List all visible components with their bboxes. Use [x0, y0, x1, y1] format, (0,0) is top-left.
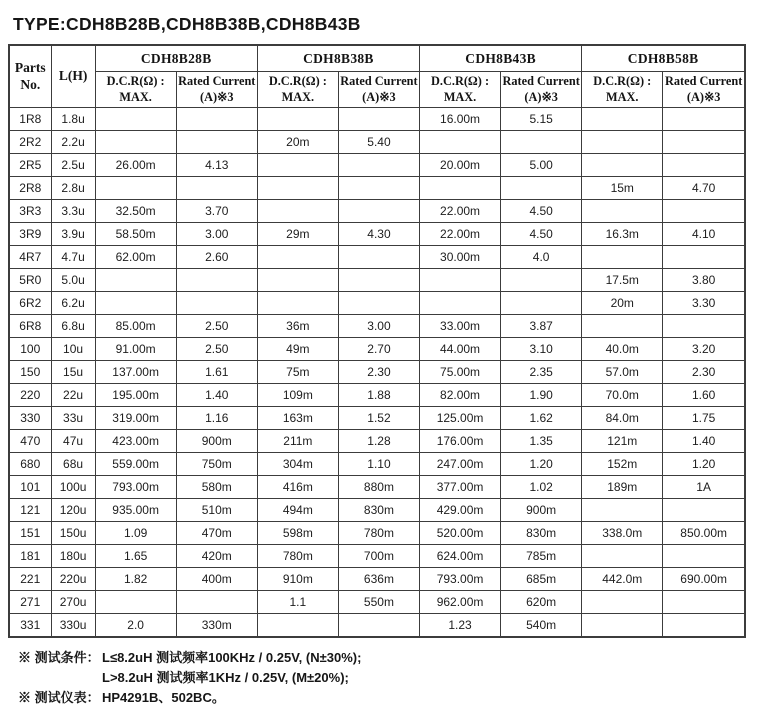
- part-no-cell: 4R7: [9, 246, 51, 269]
- value-cell: 830m: [501, 522, 582, 545]
- value-cell: [582, 131, 663, 154]
- value-cell: [663, 131, 745, 154]
- value-cell: 2.0: [95, 614, 176, 638]
- value-cell: [582, 545, 663, 568]
- value-cell: 75.00m: [420, 361, 501, 384]
- value-cell: [582, 591, 663, 614]
- value-cell: 5.00: [501, 154, 582, 177]
- value-cell: 1.09: [95, 522, 176, 545]
- value-cell: [582, 246, 663, 269]
- value-cell: [663, 499, 745, 522]
- value-cell: [338, 614, 419, 638]
- table-row: [9, 246, 745, 269]
- value-cell: 830m: [338, 499, 419, 522]
- value-cell: 82.00m: [420, 384, 501, 407]
- value-cell: 137.00m: [95, 361, 176, 384]
- value-cell: [257, 154, 338, 177]
- value-cell: 793.00m: [420, 568, 501, 591]
- part-no-cell: 101: [9, 476, 51, 499]
- value-cell: 2.35: [501, 361, 582, 384]
- value-cell: 1.65: [95, 545, 176, 568]
- group-header-cdh8b38b: CDH8B38B: [257, 45, 419, 72]
- part-no-cell: 470: [9, 430, 51, 453]
- value-cell: [95, 292, 176, 315]
- part-no-cell: 121: [9, 499, 51, 522]
- inductance-cell: 6.2u: [51, 292, 95, 315]
- part-no-cell: 151: [9, 522, 51, 545]
- value-cell: [176, 108, 257, 131]
- value-cell: [338, 269, 419, 292]
- inductance-cell: 33u: [51, 407, 95, 430]
- test-instruments-note: [18, 688, 753, 708]
- value-cell: [501, 131, 582, 154]
- value-cell: 690.00m: [663, 568, 745, 591]
- value-cell: 780m: [338, 522, 419, 545]
- part-no-cell: 271: [9, 591, 51, 614]
- value-cell: 62.00m: [95, 246, 176, 269]
- inductance-cell: 100u: [51, 476, 95, 499]
- value-cell: [420, 292, 501, 315]
- value-cell: [420, 177, 501, 200]
- value-cell: [95, 131, 176, 154]
- value-cell: 163m: [257, 407, 338, 430]
- table-row: [9, 591, 745, 614]
- value-cell: 319.00m: [95, 407, 176, 430]
- inductance-cell: 10u: [51, 338, 95, 361]
- table-row: [9, 476, 745, 499]
- value-cell: 4.50: [501, 223, 582, 246]
- value-cell: 125.00m: [420, 407, 501, 430]
- inductance-cell: 2.2u: [51, 131, 95, 154]
- value-cell: 850.00m: [663, 522, 745, 545]
- inductance-cell: 220u: [51, 568, 95, 591]
- dcr-max-header: D.C.R(Ω) : MAX.: [257, 72, 338, 108]
- value-cell: [663, 315, 745, 338]
- value-cell: 510m: [176, 499, 257, 522]
- value-cell: 900m: [501, 499, 582, 522]
- value-cell: 4.10: [663, 223, 745, 246]
- inductance-cell: 1.8u: [51, 108, 95, 131]
- value-cell: 935.00m: [95, 499, 176, 522]
- value-cell: [257, 200, 338, 223]
- table-row: [9, 545, 745, 568]
- value-cell: 429.00m: [420, 499, 501, 522]
- value-cell: 3.70: [176, 200, 257, 223]
- part-no-cell: 2R5: [9, 154, 51, 177]
- value-cell: [338, 292, 419, 315]
- table-row: [9, 131, 745, 154]
- value-cell: [338, 200, 419, 223]
- group-header-cdh8b58b: CDH8B58B: [582, 45, 745, 72]
- value-cell: [420, 269, 501, 292]
- value-cell: 2.50: [176, 338, 257, 361]
- value-cell: 1.62: [501, 407, 582, 430]
- value-cell: [663, 200, 745, 223]
- table-row: [9, 499, 745, 522]
- value-cell: 4.13: [176, 154, 257, 177]
- inductance-cell: 3.9u: [51, 223, 95, 246]
- value-cell: 195.00m: [95, 384, 176, 407]
- value-cell: 176.00m: [420, 430, 501, 453]
- value-cell: [420, 131, 501, 154]
- inductance-cell: 150u: [51, 522, 95, 545]
- value-cell: [663, 614, 745, 638]
- value-cell: 416m: [257, 476, 338, 499]
- value-cell: [663, 154, 745, 177]
- rated-current-header: Rated Current (A)※3: [338, 72, 419, 108]
- value-cell: 121m: [582, 430, 663, 453]
- value-cell: 4.0: [501, 246, 582, 269]
- test-conditions-note-continued: [18, 668, 753, 688]
- value-cell: [176, 177, 257, 200]
- value-cell: [95, 177, 176, 200]
- note-text: HP4291B、502BC。: [102, 690, 225, 706]
- table-body: [9, 108, 745, 638]
- value-cell: [257, 614, 338, 638]
- value-cell: [338, 108, 419, 131]
- value-cell: 1.23: [420, 614, 501, 638]
- value-cell: [582, 108, 663, 131]
- inductance-cell: 180u: [51, 545, 95, 568]
- dcr-max-header: D.C.R(Ω) : MAX.: [582, 72, 663, 108]
- value-cell: 580m: [176, 476, 257, 499]
- value-cell: 33.00m: [420, 315, 501, 338]
- part-no-cell: 2R8: [9, 177, 51, 200]
- value-cell: 3.20: [663, 338, 745, 361]
- value-cell: 247.00m: [420, 453, 501, 476]
- table-row: [9, 407, 745, 430]
- value-cell: 20m: [582, 292, 663, 315]
- part-no-cell: 1R8: [9, 108, 51, 131]
- table-row: [9, 200, 745, 223]
- value-cell: 36m: [257, 315, 338, 338]
- value-cell: [501, 177, 582, 200]
- value-cell: 1.28: [338, 430, 419, 453]
- value-cell: 84.0m: [582, 407, 663, 430]
- value-cell: 32.50m: [95, 200, 176, 223]
- value-cell: 44.00m: [420, 338, 501, 361]
- value-cell: 1.75: [663, 407, 745, 430]
- value-cell: [257, 177, 338, 200]
- table-row: [9, 269, 745, 292]
- page-title: TYPE:CDH8B28B,CDH8B38B,CDH8B43B: [13, 14, 361, 34]
- value-cell: [176, 292, 257, 315]
- inductance-cell: 330u: [51, 614, 95, 638]
- value-cell: [257, 292, 338, 315]
- value-cell: 685m: [501, 568, 582, 591]
- inductance-cell: 2.8u: [51, 177, 95, 200]
- note-indent: [18, 668, 102, 688]
- value-cell: 3.30: [663, 292, 745, 315]
- value-cell: 20.00m: [420, 154, 501, 177]
- value-cell: 330m: [176, 614, 257, 638]
- value-cell: 780m: [257, 545, 338, 568]
- value-cell: 1A: [663, 476, 745, 499]
- inductance-cell: 22u: [51, 384, 95, 407]
- value-cell: [257, 108, 338, 131]
- value-cell: 559.00m: [95, 453, 176, 476]
- part-no-cell: 680: [9, 453, 51, 476]
- value-cell: [663, 545, 745, 568]
- part-no-cell: 6R2: [9, 292, 51, 315]
- value-cell: 3.80: [663, 269, 745, 292]
- value-cell: 4.70: [663, 177, 745, 200]
- table-row: [9, 522, 745, 545]
- table-row: [9, 384, 745, 407]
- note-text: L>8.2uH 测试频率1KHz / 0.25V, (M±20%);: [102, 670, 349, 686]
- table-row: [9, 338, 745, 361]
- value-cell: 1.40: [663, 430, 745, 453]
- value-cell: [176, 269, 257, 292]
- value-cell: 636m: [338, 568, 419, 591]
- value-cell: [176, 591, 257, 614]
- inductance-cell: 3.3u: [51, 200, 95, 223]
- table-row: [9, 453, 745, 476]
- value-cell: 3.00: [338, 315, 419, 338]
- value-cell: 880m: [338, 476, 419, 499]
- note-text: L≤8.2uH 测试频率100KHz / 0.25V, (N±30%);: [102, 650, 362, 665]
- group-header-cdh8b28b: CDH8B28B: [95, 45, 257, 72]
- value-cell: 2.30: [338, 361, 419, 384]
- value-cell: 1.10: [338, 453, 419, 476]
- value-cell: [663, 246, 745, 269]
- inductance-cell: 4.7u: [51, 246, 95, 269]
- part-no-cell: 2R2: [9, 131, 51, 154]
- value-cell: 16.3m: [582, 223, 663, 246]
- value-cell: [338, 177, 419, 200]
- table-row: [9, 614, 745, 638]
- value-cell: 423.00m: [95, 430, 176, 453]
- value-cell: 377.00m: [420, 476, 501, 499]
- value-cell: 26.00m: [95, 154, 176, 177]
- inductance-cell: 2.5u: [51, 154, 95, 177]
- parts-no-header: Parts No.: [9, 45, 51, 108]
- value-cell: 2.60: [176, 246, 257, 269]
- part-no-cell: 100: [9, 338, 51, 361]
- value-cell: 1.88: [338, 384, 419, 407]
- value-cell: [95, 108, 176, 131]
- test-conditions-note: [18, 648, 753, 668]
- value-cell: 520.00m: [420, 522, 501, 545]
- dcr-max-header: D.C.R(Ω) : MAX.: [95, 72, 176, 108]
- value-cell: 3.00: [176, 223, 257, 246]
- value-cell: 793.00m: [95, 476, 176, 499]
- inductance-cell: 270u: [51, 591, 95, 614]
- table-row: [9, 177, 745, 200]
- value-cell: [501, 269, 582, 292]
- dcr-max-header: D.C.R(Ω) : MAX.: [420, 72, 501, 108]
- value-cell: 1.1: [257, 591, 338, 614]
- value-cell: 4.50: [501, 200, 582, 223]
- value-cell: 17.5m: [582, 269, 663, 292]
- value-cell: 22.00m: [420, 223, 501, 246]
- table-row: [9, 223, 745, 246]
- value-cell: 2.50: [176, 315, 257, 338]
- table-header: [9, 45, 745, 108]
- inductance-cell: 120u: [51, 499, 95, 522]
- part-no-cell: 331: [9, 614, 51, 638]
- inductance-cell: 6.8u: [51, 315, 95, 338]
- value-cell: 1.60: [663, 384, 745, 407]
- value-cell: 598m: [257, 522, 338, 545]
- note-label: ※ 测试条件：: [18, 650, 100, 665]
- value-cell: 1.35: [501, 430, 582, 453]
- value-cell: 494m: [257, 499, 338, 522]
- value-cell: 22.00m: [420, 200, 501, 223]
- part-no-cell: 181: [9, 545, 51, 568]
- rated-current-header: Rated Current (A)※3: [176, 72, 257, 108]
- value-cell: 29m: [257, 223, 338, 246]
- value-cell: [338, 154, 419, 177]
- value-cell: 4.30: [338, 223, 419, 246]
- value-cell: 420m: [176, 545, 257, 568]
- value-cell: 5.15: [501, 108, 582, 131]
- value-cell: 400m: [176, 568, 257, 591]
- value-cell: 785m: [501, 545, 582, 568]
- inductance-cell: 68u: [51, 453, 95, 476]
- value-cell: 3.87: [501, 315, 582, 338]
- value-cell: [582, 200, 663, 223]
- value-cell: [582, 154, 663, 177]
- value-cell: 2.30: [663, 361, 745, 384]
- value-cell: [338, 246, 419, 269]
- table-row: [9, 361, 745, 384]
- value-cell: 57.0m: [582, 361, 663, 384]
- value-cell: [95, 269, 176, 292]
- value-cell: 40.0m: [582, 338, 663, 361]
- part-no-cell: 330: [9, 407, 51, 430]
- value-cell: 550m: [338, 591, 419, 614]
- value-cell: 20m: [257, 131, 338, 154]
- value-cell: 1.52: [338, 407, 419, 430]
- value-cell: 1.40: [176, 384, 257, 407]
- part-no-cell: 220: [9, 384, 51, 407]
- value-cell: 624.00m: [420, 545, 501, 568]
- value-cell: 3.10: [501, 338, 582, 361]
- value-cell: [663, 591, 745, 614]
- part-no-cell: 3R3: [9, 200, 51, 223]
- value-cell: 1.90: [501, 384, 582, 407]
- value-cell: 49m: [257, 338, 338, 361]
- table-row: [9, 315, 745, 338]
- value-cell: [663, 108, 745, 131]
- inductance-header: L(H): [51, 45, 95, 108]
- part-no-cell: 6R8: [9, 315, 51, 338]
- value-cell: 1.20: [501, 453, 582, 476]
- value-cell: [176, 131, 257, 154]
- value-cell: 470m: [176, 522, 257, 545]
- value-cell: 1.61: [176, 361, 257, 384]
- value-cell: 16.00m: [420, 108, 501, 131]
- table-row: [9, 568, 745, 591]
- value-cell: 211m: [257, 430, 338, 453]
- value-cell: 910m: [257, 568, 338, 591]
- value-cell: 900m: [176, 430, 257, 453]
- value-cell: 338.0m: [582, 522, 663, 545]
- value-cell: 962.00m: [420, 591, 501, 614]
- rated-current-header: Rated Current (A)※3: [501, 72, 582, 108]
- value-cell: 700m: [338, 545, 419, 568]
- part-no-cell: 150: [9, 361, 51, 384]
- value-cell: 152m: [582, 453, 663, 476]
- table-row: [9, 292, 745, 315]
- part-no-cell: 221: [9, 568, 51, 591]
- value-cell: 442.0m: [582, 568, 663, 591]
- inductance-cell: 5.0u: [51, 269, 95, 292]
- value-cell: 85.00m: [95, 315, 176, 338]
- table-row: [9, 430, 745, 453]
- value-cell: [95, 591, 176, 614]
- value-cell: [257, 246, 338, 269]
- part-no-cell: 3R9: [9, 223, 51, 246]
- note-label: ※ 测试仪表：: [18, 690, 100, 706]
- value-cell: 1.02: [501, 476, 582, 499]
- value-cell: 75m: [257, 361, 338, 384]
- value-cell: [501, 292, 582, 315]
- value-cell: [582, 499, 663, 522]
- value-cell: 2.70: [338, 338, 419, 361]
- value-cell: 30.00m: [420, 246, 501, 269]
- value-cell: 1.20: [663, 453, 745, 476]
- value-cell: 70.0m: [582, 384, 663, 407]
- value-cell: [257, 269, 338, 292]
- value-cell: 750m: [176, 453, 257, 476]
- value-cell: 540m: [501, 614, 582, 638]
- inductance-cell: 15u: [51, 361, 95, 384]
- footnotes: [18, 648, 753, 708]
- group-header-cdh8b43b: CDH8B43B: [420, 45, 582, 72]
- table-row: [9, 108, 745, 131]
- value-cell: 620m: [501, 591, 582, 614]
- part-no-cell: 5R0: [9, 269, 51, 292]
- rated-current-header: Rated Current (A)※3: [663, 72, 745, 108]
- spec-table: [8, 44, 746, 638]
- value-cell: [582, 614, 663, 638]
- value-cell: 1.16: [176, 407, 257, 430]
- value-cell: 91.00m: [95, 338, 176, 361]
- table-row: [9, 154, 745, 177]
- value-cell: [582, 315, 663, 338]
- value-cell: 5.40: [338, 131, 419, 154]
- inductance-cell: 47u: [51, 430, 95, 453]
- value-cell: 189m: [582, 476, 663, 499]
- value-cell: 1.82: [95, 568, 176, 591]
- value-cell: 58.50m: [95, 223, 176, 246]
- value-cell: 109m: [257, 384, 338, 407]
- value-cell: 304m: [257, 453, 338, 476]
- value-cell: 15m: [582, 177, 663, 200]
